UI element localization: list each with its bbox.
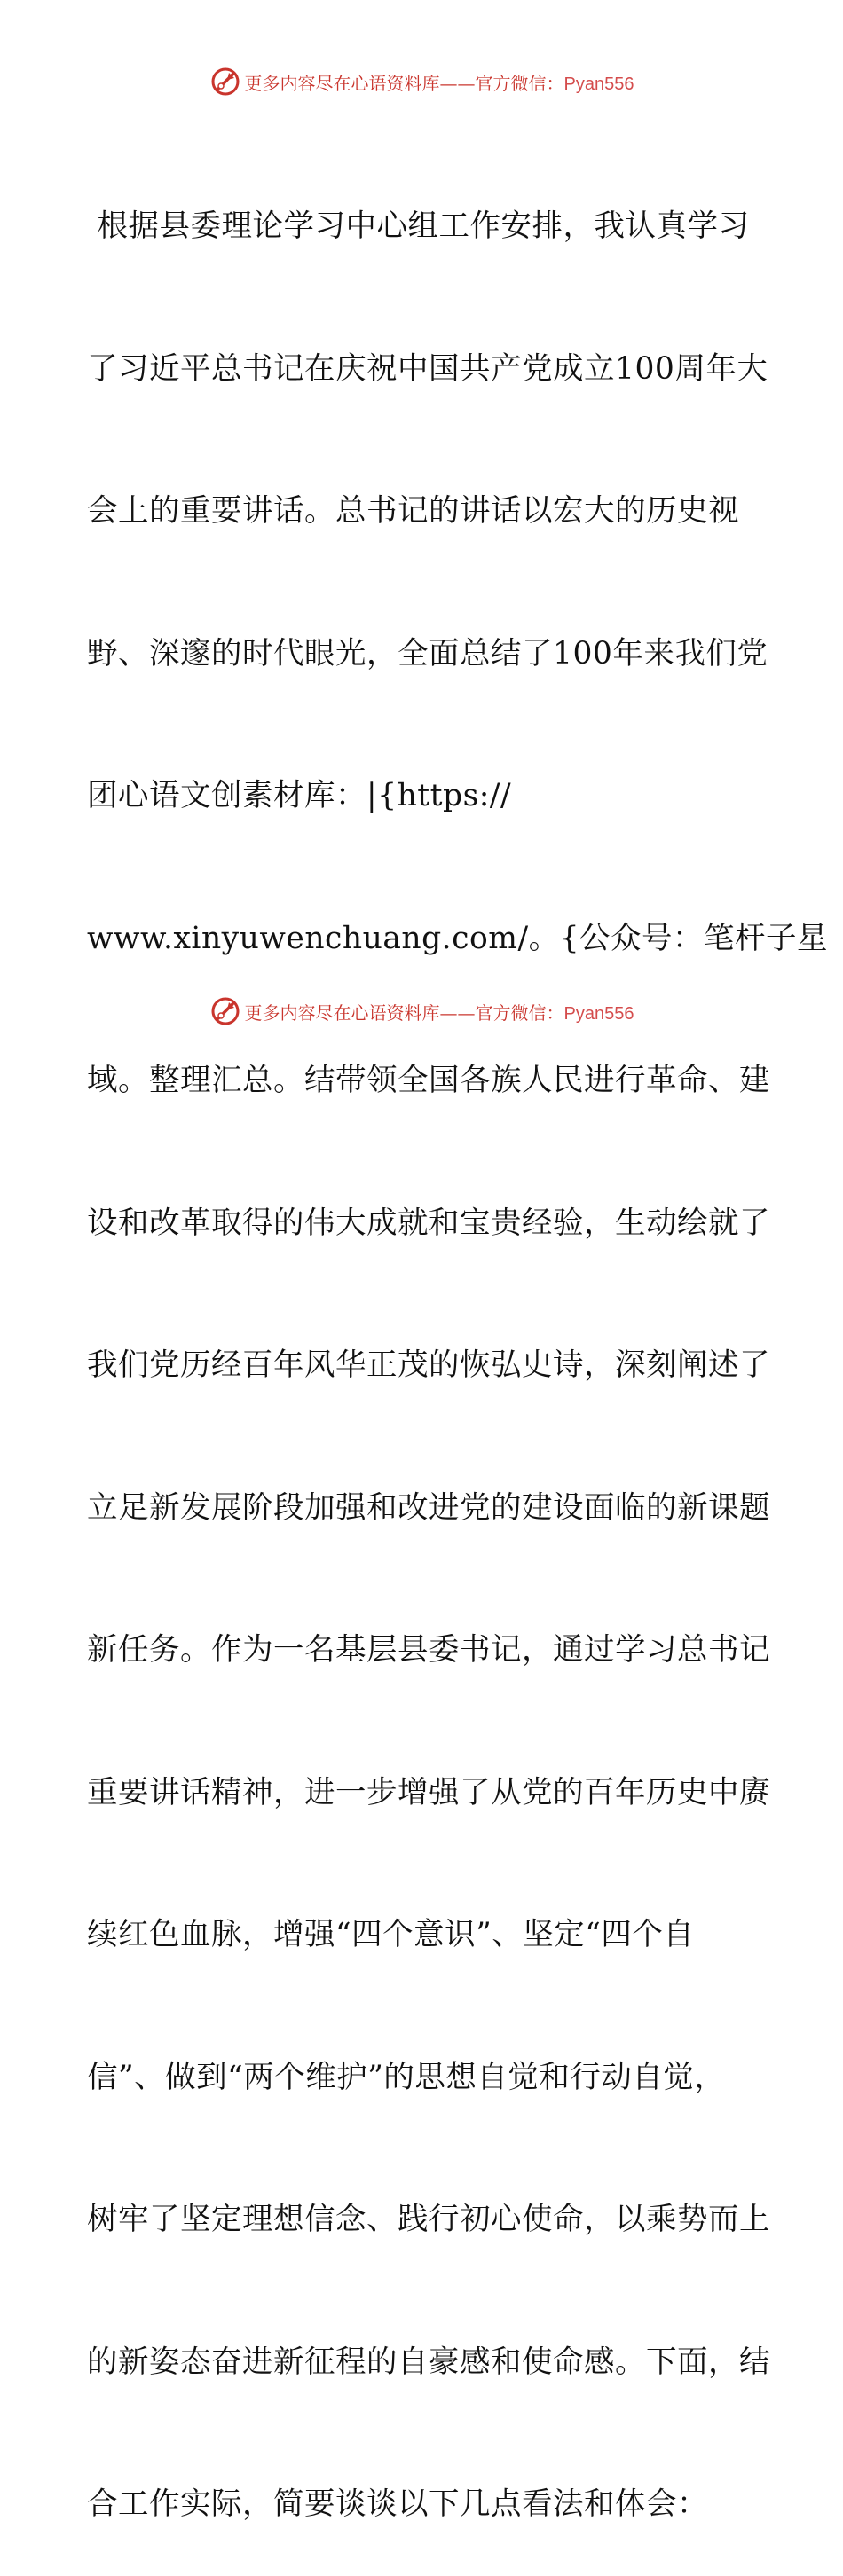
footer-wechat-id: Pyan556 [563, 1003, 634, 1024]
logo-icon [209, 995, 241, 1027]
footer-banner [0, 993, 843, 1029]
header-wechat-label: 官方微信： [475, 72, 564, 94]
footer-banner-title: 更多内容尽在心语资料库 [244, 1001, 440, 1024]
body-line: 了习近平总书记在庆祝中国共产党成立100周年大 [87, 350, 768, 387]
body-line: 野、深邃的时代眼光，全面总结了100年来我们党 [87, 635, 768, 671]
body-line: 重要讲话精神，进一步增强了从党的百年历史中赓 [87, 1774, 770, 1810]
header-banner-dash: —— [439, 72, 476, 94]
body-line: 设和改革取得的伟大成就和宝贵经验，生动绘就了 [87, 1205, 770, 1241]
header-banner-title: 更多内容尽在心语资料库 [244, 72, 440, 94]
body-line: 的新姿态奋进新征程的自豪感和使命感。下面，结 [87, 2344, 770, 2380]
document-body [87, 108, 829, 2576]
body-line: 域。整理汇总。结带领全国各族人民进行革命、建 [87, 1063, 770, 1098]
body-line: www.xinyuwenchuang.com/。{公众号：笔杆子星 [87, 920, 829, 956]
body-line: 新任务。作为一名基层县委书记，通过学习总书记 [87, 1632, 770, 1668]
footer-wechat-label: 官方微信： [475, 1001, 564, 1024]
body-line: 团心语文创素材库：|{https:// [87, 778, 512, 813]
header-banner-text [245, 69, 634, 95]
logo-icon [209, 66, 241, 98]
body-line: 我们党历经百年风华正茂的恢弘史诗，深刻阐述了 [87, 1347, 770, 1383]
body-line: 根据县委理论学习中心组工作安排，我认真学习 [87, 208, 750, 244]
footer-banner-text [245, 999, 634, 1025]
header-banner [0, 64, 843, 99]
body-line: 立足新发展阶段加强和改进党的建设面临的新课题 [87, 1489, 770, 1526]
body-line: 续红色血脉，增强“四个意识”、坚定“四个自 [87, 1917, 695, 1952]
body-line: 信”、做到“两个维护”的思想自觉和行动自觉， [87, 2059, 726, 2095]
footer-banner-dash: —— [439, 1001, 476, 1024]
body-line: 树牢了坚定理想信念、践行初心使命，以乘势而上 [87, 2202, 770, 2237]
body-line: 会上的重要讲话。总书记的讲话以宏大的历史视 [87, 493, 739, 529]
body-line: 合工作实际，简要谈谈以下几点看法和体会： [87, 2486, 708, 2522]
header-wechat-id: Pyan556 [563, 74, 634, 94]
